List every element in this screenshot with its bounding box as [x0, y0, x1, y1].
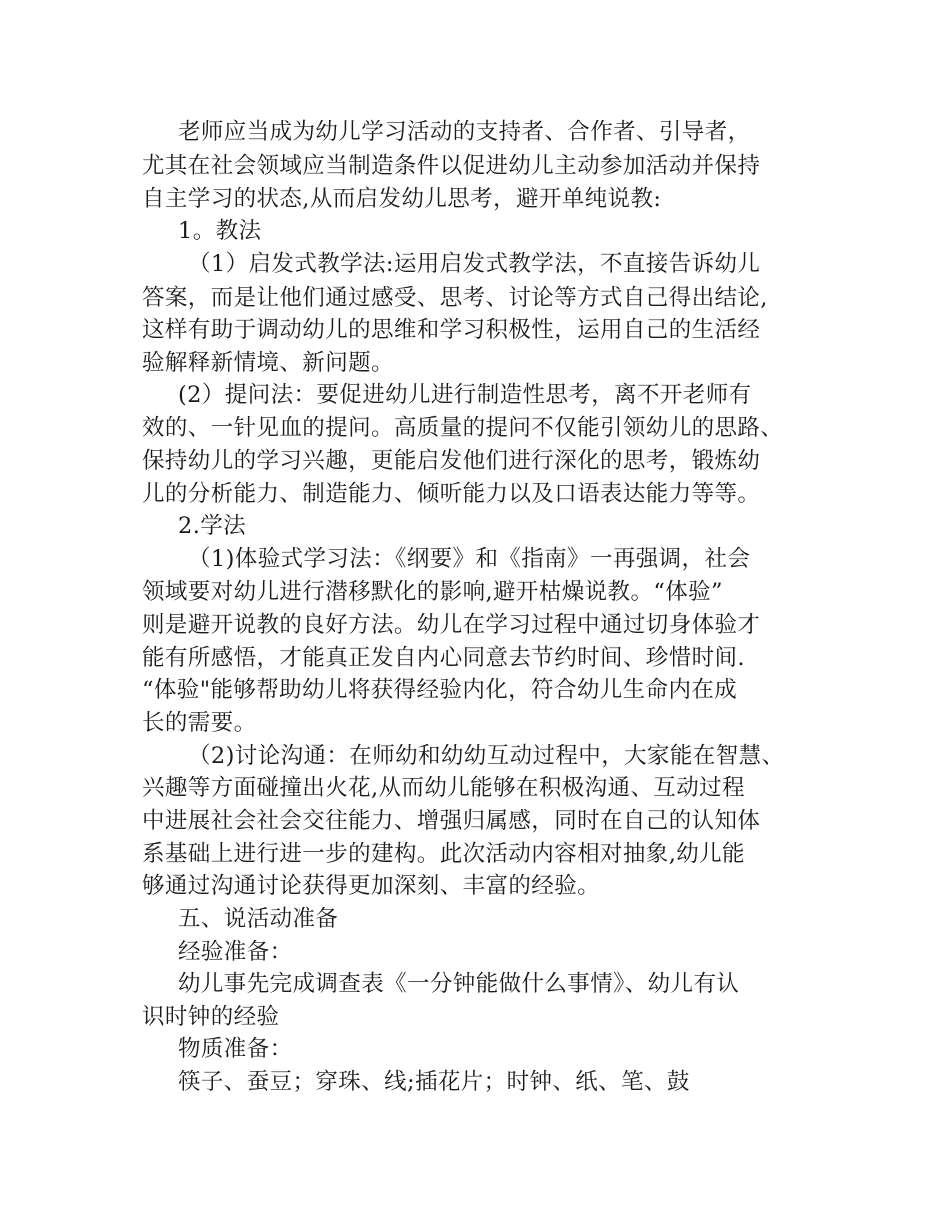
paragraph-line: 这样有助于调动幼儿的思维和学习积极性，运用自己的生活经 — [142, 317, 761, 343]
paragraph-line: 幼儿事先完成调查表《一分钟能做什么事情》、幼儿有认 — [178, 971, 740, 997]
subsection-heading: 物质准备： — [178, 1036, 293, 1062]
paragraph-line: 自主学习的状态,从而启发幼儿思考，避开单纯说教: — [142, 186, 662, 212]
section-heading: 五、说活动准备 — [178, 906, 339, 932]
paragraph-line: “体验"能够帮助幼儿将获得经验内化，符合幼儿生命内在成 — [142, 677, 738, 703]
subsection-heading: 经验准备： — [178, 939, 293, 965]
paragraph-line: 验解释新情境、新问题。 — [142, 350, 394, 376]
paragraph-line: 识时钟的经验 — [142, 1004, 280, 1030]
paragraph-line: （1）启发式教学法:运用启发式教学法，不直接告诉幼儿 — [188, 251, 761, 277]
paragraph-line: 够通过沟通讨论获得更加深刻、丰富的经验。 — [142, 873, 601, 899]
paragraph-line: 答案，而是让他们通过感受、思考、讨论等方式自己得出结论, — [142, 285, 768, 311]
paragraph-line: 保持幼儿的学习兴趣，更能启发他们进行深化的思考，锻炼幼 — [142, 448, 761, 474]
paragraph-line: (2）提问法：要促进幼儿进行制造性思考，离不开老师有 — [178, 382, 752, 408]
paragraph-line: 领域要对幼儿进行潜移默化的影响,避开枯燥说教。“体验” — [142, 579, 723, 605]
section-heading: 2.学法 — [178, 513, 247, 539]
paragraph-line: 则是避开说教的良好方法。幼儿在学习过程中通过切身体验才 — [142, 612, 761, 638]
paragraph-line: 长的需要。 — [142, 710, 257, 736]
paragraph-line: 中进展社会社会交往能力、增强归属感，同时在自己的认知体 — [142, 808, 761, 834]
paragraph-line: 老师应当成为幼儿学习活动的支持者、合作者、引导者， — [178, 119, 751, 145]
paragraph-line: 兴趣等方面碰撞出火花,从而幼儿能够在积极沟通、互动过程 — [142, 775, 745, 801]
paragraph-line: 儿的分析能力、制造能力、倾听能力以及口语表达能力等等。 — [142, 481, 761, 507]
paragraph-line: 系基础上进行进一步的建构。此次活动内容相对抽象,幼儿能 — [142, 841, 745, 867]
paragraph-line: 效的、一针见血的提问。高质量的提问不仅能引领幼儿的思路、 — [142, 415, 784, 441]
paragraph-line: （1)体验式学习法：《纲要》和《指南》一再强调，社会 — [188, 546, 751, 572]
paragraph-line: （2)讨论沟通：在师幼和幼幼互动过程中，大家能在智慧、 — [188, 743, 785, 769]
paragraph-line: 筷子、蚕豆；穿珠、线;插花片；时钟、纸、笔、鼓 — [178, 1069, 690, 1095]
paragraph-line: 尤其在社会领域应当制造条件以促进幼儿主动参加活动并保持 — [142, 153, 761, 179]
paragraph-line: 能有所感悟，才能真正发自内心同意去节约时间、珍惜时间. — [142, 645, 745, 671]
section-heading: 1。教法 — [178, 218, 262, 244]
